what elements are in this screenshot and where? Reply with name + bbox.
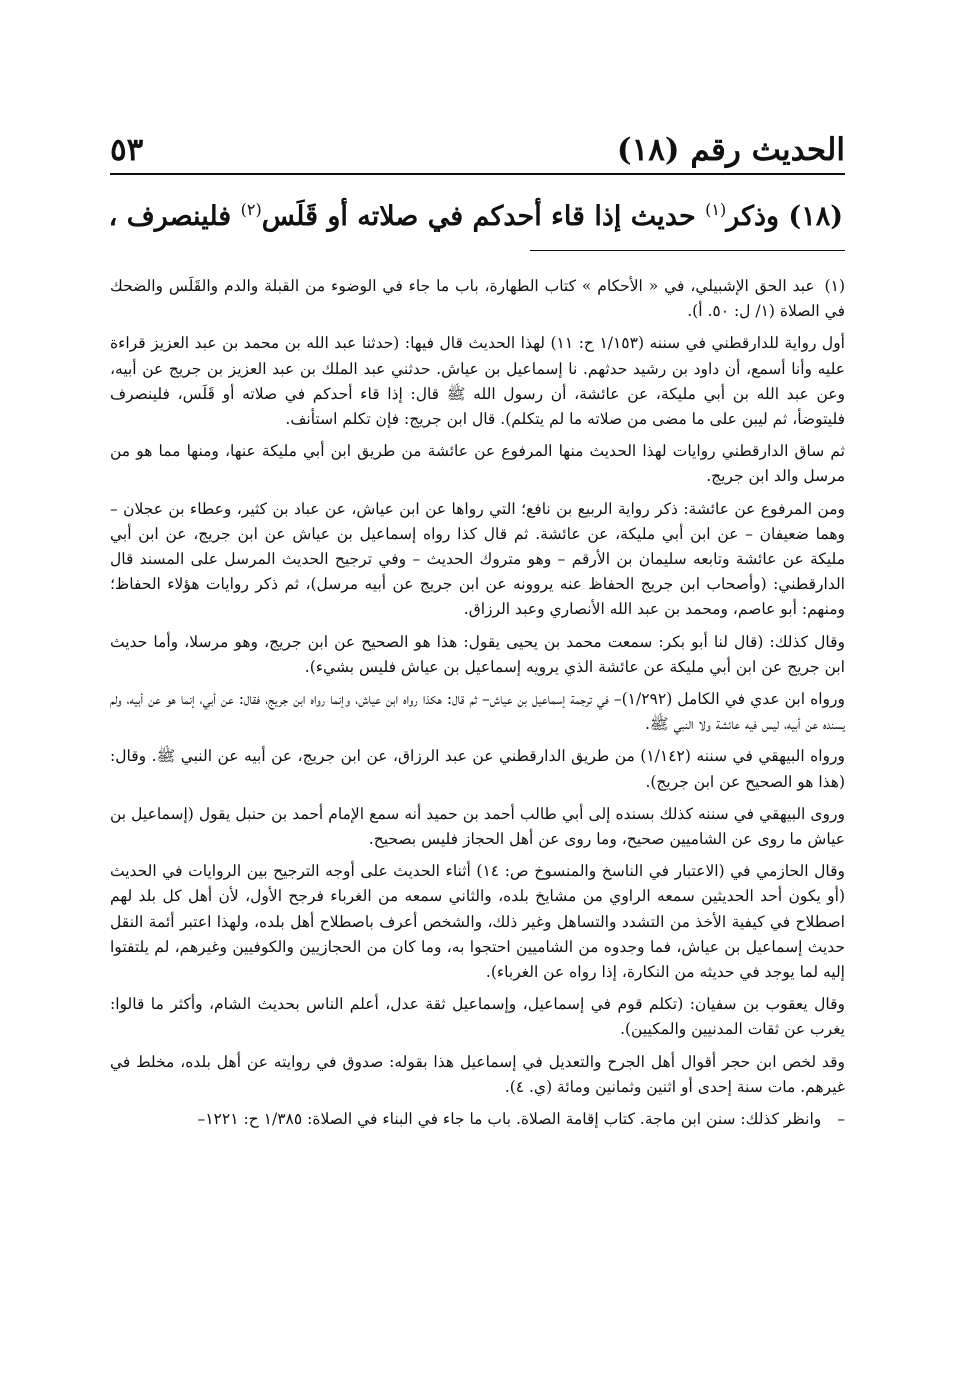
footnote-1-number: (١)	[824, 277, 845, 295]
footnote-paragraph: ومن المرفوع عن عائشة: ذكر رواية الربيع بن نافع؛ التي رواها عن ابن عياش، عن عباد بن كثير، وعطاء بن عجلان – وهما ضعيفان – عن ابن أبي مليكة، عن عائشة. ثم قال كذا رواه إسماعيل بن عياش عن ابن جريج، عن ابن أبي مليكة عن عائشة وتابعه سليمان بن الأرقم – وهو متروك الحديث – وفي ترجيح الحديث المرسل على المسند قال الدارقطني: (وأصحاب ابن جريج الحفاظ عنه يروونه عن ابن جريج عن أبيه مرسل)، ثم ذكر روايات هؤلاء الحفاظ؛ ومنهم: أبو عاصم، ومحمد بن عبد الله الأنصاري وعبد الرزاق.	[110, 499, 845, 619]
footnote-1-text: عبد الحق الإشبيلي، في « الأحكام » كتاب الطهارة، باب ما جاء في الوضوء من القبلة والدم والقَلَس والضحك في الصلاة (١/ ل: ٥٠. أ).	[110, 277, 845, 321]
hadith-text-part3: فلينصرف ،	[108, 201, 232, 232]
footnote-paragraph: ورواه البيهقي في سننه (١/١٤٢) من طريق الدارقطني عن عبد الرزاق، عن ابن جريج، عن أبيه عن النبي ﷺ. وقال: (هذا هو الصحيح عن ابن جريج).	[110, 747, 845, 791]
hadith-text-part2: حديث إذا قاء أحدكم في صلاته أو قَلَس	[261, 201, 696, 232]
footnote-separator	[530, 250, 845, 251]
running-title: الحديث رقم (١٨)	[616, 132, 845, 168]
footnote-paragraph: ورواه ابن عدي في الكامل (١/٢٩٢)– في ترجمة إسماعيل بن عياش– ثم قال: هكذا رواه ابن عياش، وإنما رواه ابن جريج، فقال: عن أبي، إنما هو عن أبيه، ولم يسنده عن أبيه، ليس فيه عائشة ولا النبي ﷺ.	[110, 690, 845, 734]
footnote-ref-2: (٢)	[240, 200, 262, 219]
footnote-paragraph: وقال الحازمي في (الاعتبار في الناسخ والمنسوخ ص: ١٤) أثناء الحديث على أوجه الترجيح بين الروايات في الحديث (أو يكون أحد الحديثين سمعه الراوي من مشايخ بلده، والثاني سمعه من الغرباء فرجح الأول، لأن أهل كل بلد لهم اصطلاح في كيفية الأخذ من التشدد والتساهل وغير ذلك، والشخص أعرف باصطلاح أهل بلده، ولهذا اعتبر أئمة النقل حديث إسماعيل بن عياش، فما وجدوه من الشاميين احتجوا به، وما كان من الحجازيين والكوفيين وغيرهم، لم يلتفتوا إليه لما يوجد في حديثه من النكارة، إذا رواه عن الغرباء).	[110, 862, 846, 982]
footnote-closing-text: وانظر كذلك: سنن ابن ماجة. كتاب إقامة الصلاة. باب ما جاء في البناء في الصلاة: ١/٣٨٥ ح: ١٢٢١–	[197, 1110, 822, 1129]
footnote-paragraph: وقد لخص ابن حجر أقوال أهل الجرح والتعديل في إسماعيل هذا بقوله: صدوق في روايته عن أهل بلده، مخلط في غيرهم. مات سنة إحدى أو اثنين وثمانين ومائة (ي. ٤).	[110, 1052, 845, 1096]
hadith-heading	[108, 186, 843, 241]
footnote-paragraph: ثم ساق الدارقطني روايات لهذا الحديث منها المرفوع عن عائشة من طريق ابن أبي مليكة عنها، ومنها مما هو من مرسل والد ابن جريج.	[110, 442, 845, 486]
header-rule	[110, 173, 845, 175]
footnote-1	[110, 274, 845, 324]
footnote-paragraph: وقال يعقوب بن سفيان: (تكلم قوم في إسماعيل، وإسماعيل ثقة عدل، أعلم الناس بحديث الشام، وأكثر ما قالوا: يغرب عن ثقات المدنيين والمكيين).	[110, 995, 845, 1039]
hadith-text-part1: وذكر	[726, 201, 780, 232]
footnote-ref-1: (١)	[705, 200, 727, 219]
footnote-paragraph: أول رواية للدارقطني في سننه (١/١٥٣ ح: ١١) لهذا الحديث قال فيها: (حدثنا عبد الله بن محمد بن عبد العزيز قراءة عليه وأنا أسمع، أن داود بن رشيد حدثهم. نا إسماعيل بن عياش. حدثني عبد الملك بن عبد العزيز بن جريج عن أبيه، وعن عبد الله بن أبي مليكة، عن عائشة، أن رسول الله ﷺ قال: إذا قاء أحدكم في صلاته أو قَلَس، فلينصرف فليتوضأ، ثم ليبن على ما مضى من صلاته ما لم يتكلم). قال ابن جريج: فإن تكلم استأنف.	[110, 334, 845, 429]
page-number: ٥٣	[110, 132, 144, 168]
footnote-paragraph: وقال كذلك: (قال لنا أبو بكر: سمعت محمد بن يحيى يقول: هذا هو الصحيح عن ابن جريج، وهو مرسلا، وأما حديث ابن جريج عن ابن أبي مليكة عن عائشة الذي يرويه إسماعيل بن عياش فليس بشيء).	[110, 632, 845, 676]
running-header	[110, 108, 845, 168]
footnote-closing-line	[110, 1107, 845, 1132]
hadith-number: (١٨)	[788, 201, 843, 232]
continuation-dash: –	[837, 1110, 845, 1129]
footnote-paragraph: وروى البيهقي في سننه كذلك بسنده إلى أبي طالب أحمد بن حميد أنه سمع الإمام أحمد بن حنبل يقول (إسماعيل بن عياش ما روى عن الشاميين صحيح، وما روى عن أهل الحجاز فليس بصحيح.	[110, 804, 845, 849]
footnotes	[110, 274, 845, 1132]
